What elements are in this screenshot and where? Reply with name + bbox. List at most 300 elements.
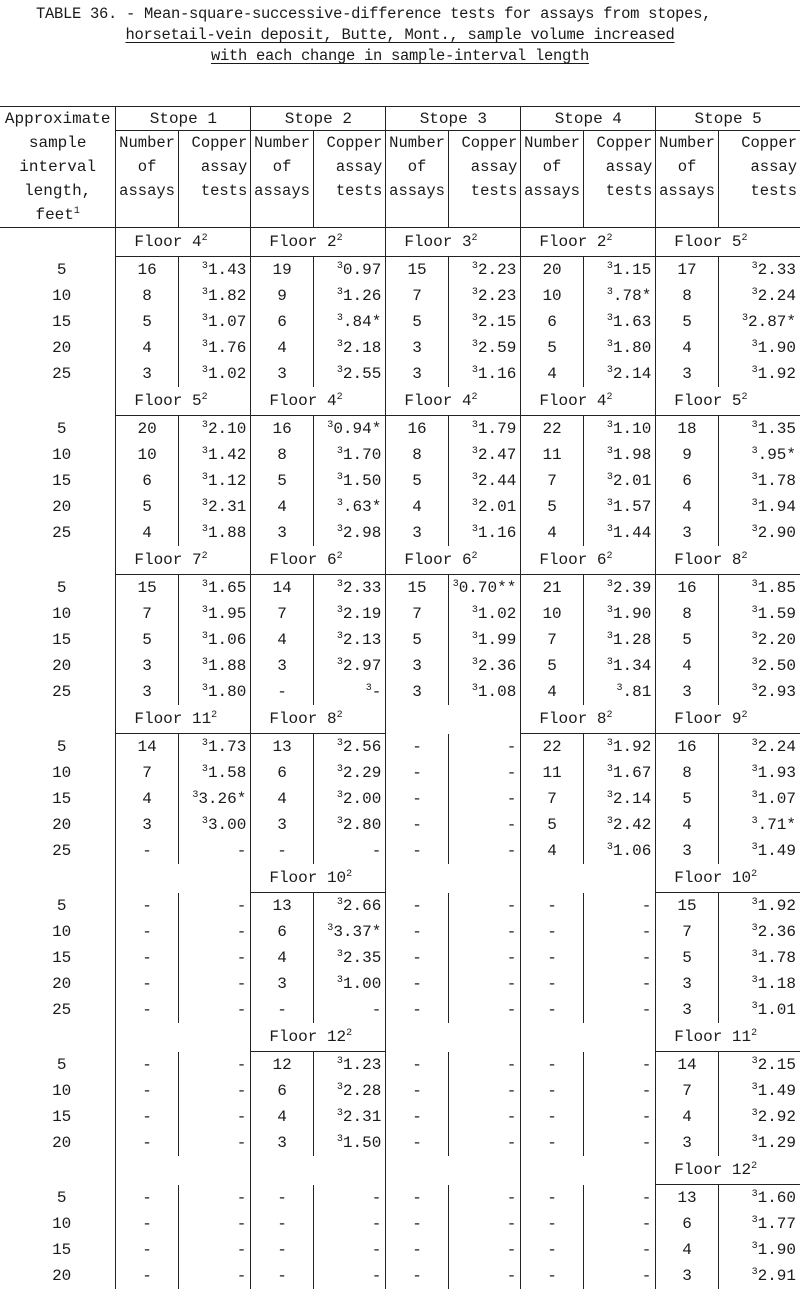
footnote-marker: 3 xyxy=(751,1001,758,1012)
number-of-assays-value: 4 xyxy=(251,494,313,520)
footnote-marker: 3 xyxy=(471,420,478,431)
copper-assay-value: $^3$2.87* xyxy=(718,309,800,335)
number-of-assays-value: - xyxy=(116,1263,178,1289)
copper-assay-value: - xyxy=(178,1211,251,1237)
stope-header: Stope 4 xyxy=(521,107,656,131)
floor-label: Floor $12^2$ xyxy=(251,1023,386,1052)
floor-label: Floor $10^2$ xyxy=(656,864,800,893)
footnote-marker: 3 xyxy=(327,923,334,934)
copper-assay-value: $^3$1.67 xyxy=(583,760,656,786)
interval-value: 25 xyxy=(0,520,116,546)
number-of-assays-value: 8 xyxy=(656,283,718,309)
footnote-marker: 3 xyxy=(751,657,758,668)
footnote-marker: 3 xyxy=(201,313,208,324)
number-of-assays-value: 5 xyxy=(386,309,448,335)
copper-assay-value: $^3$1.58 xyxy=(178,760,251,786)
copper-assay-value: $^3$.78* xyxy=(583,283,656,309)
footnote-marker: 3 xyxy=(471,365,478,376)
number-of-assays-value: 3 xyxy=(251,1130,313,1156)
floor-label: Floor $4^2$ xyxy=(386,387,521,416)
copper-assay-value: - xyxy=(583,919,656,945)
table-row xyxy=(0,1185,800,1212)
floor-label-row xyxy=(0,1156,800,1185)
number-of-assays-value: 7 xyxy=(656,1078,718,1104)
number-of-assays-value: 10 xyxy=(521,601,583,627)
interval-cell xyxy=(0,228,116,257)
copper-assay-value: - xyxy=(448,1104,521,1130)
footnote-marker: 3 xyxy=(751,446,758,457)
number-of-assays-value: 10 xyxy=(521,283,583,309)
number-of-assays-value: 5 xyxy=(656,786,718,812)
footnote-marker: 3 xyxy=(201,287,208,298)
number-of-assays-value: 6 xyxy=(251,760,313,786)
number-of-assays-value: 4 xyxy=(251,786,313,812)
number-of-assays-value: 7 xyxy=(521,627,583,653)
interval-value: 20 xyxy=(0,335,116,361)
copper-assay-value: $^3$2.31 xyxy=(178,494,251,520)
interval-value: 15 xyxy=(0,468,116,494)
copper-assay-value: $^3$1.65 xyxy=(178,575,251,602)
footnote-marker: 3 xyxy=(201,472,208,483)
table-row xyxy=(0,971,800,997)
number-of-assays-value: 3 xyxy=(386,361,448,387)
copper-assay-value: $^3$1.77 xyxy=(718,1211,800,1237)
number-of-assays-value: 7 xyxy=(116,760,178,786)
copper-assay-value: $^3$1.90 xyxy=(583,601,656,627)
table-row xyxy=(0,1052,800,1079)
copper-assay-value: $^3$1.90 xyxy=(718,1237,800,1263)
copper-assay-value: $^3$2.90 xyxy=(718,520,800,546)
copper-assay-value: $^3$1.49 xyxy=(718,1078,800,1104)
copper-assay-value: $^3$1.43 xyxy=(178,257,251,284)
number-of-assays-value: - xyxy=(116,1052,178,1079)
copper-assay-value: - xyxy=(448,893,521,920)
number-of-assays-value: - xyxy=(521,1130,583,1156)
number-of-assays-value: 4 xyxy=(251,335,313,361)
number-of-assays-value: 4 xyxy=(251,1104,313,1130)
number-of-assays-value: 3 xyxy=(116,679,178,705)
number-of-assays-value: 6 xyxy=(251,1078,313,1104)
floor-label xyxy=(251,1156,386,1185)
table-row xyxy=(0,1263,800,1289)
number-of-assays-value: - xyxy=(116,997,178,1023)
footnote-marker: 3 xyxy=(616,683,623,694)
copper-assay-value: - xyxy=(448,838,521,864)
table-row xyxy=(0,653,800,679)
number-of-assays-value: 5 xyxy=(386,627,448,653)
floor-label: Floor $4^2$ xyxy=(521,387,656,416)
copper-assay-value: - xyxy=(178,1185,251,1212)
floor-label: Floor $8^2$ xyxy=(251,705,386,734)
footnote-marker: 3 xyxy=(336,1056,343,1067)
table-row xyxy=(0,760,800,786)
number-of-assays-value: 4 xyxy=(656,1237,718,1263)
copper-assay-value: $^3$2.47 xyxy=(448,442,521,468)
footnote-marker: 3 xyxy=(201,764,208,775)
number-of-assays-value: 3 xyxy=(251,653,313,679)
number-of-assays-value: 16 xyxy=(251,416,313,443)
number-of-assays-value: - xyxy=(386,919,448,945)
number-of-assays-value: 5 xyxy=(251,468,313,494)
copper-assay-value: $^3$2.13 xyxy=(313,627,386,653)
number-of-assays-value: 5 xyxy=(116,494,178,520)
footnote-marker: 2 xyxy=(471,551,478,562)
footnote-marker: 2 xyxy=(751,1028,758,1039)
table-row xyxy=(0,468,800,494)
copper-assay-value: - xyxy=(448,1211,521,1237)
copper-assay-value: - xyxy=(178,893,251,920)
footnote-marker: 3 xyxy=(751,472,758,483)
footnote-marker: 3 xyxy=(471,683,478,694)
copper-assay-value: $^3$1.80 xyxy=(583,335,656,361)
copper-assay-value: - xyxy=(583,1211,656,1237)
copper-assay-value: - xyxy=(583,893,656,920)
number-of-assays-value: - xyxy=(116,945,178,971)
footnote-marker: 2 xyxy=(336,233,343,244)
copper-assay-value: $^3$1.92 xyxy=(718,893,800,920)
footnote-marker: 3 xyxy=(606,790,613,801)
stope-header: Stope 5 xyxy=(656,107,800,131)
number-of-assays-value: 3 xyxy=(116,361,178,387)
interval-value: 5 xyxy=(0,734,116,761)
floor-label xyxy=(521,1156,656,1185)
copper-assay-value: $^3$1.73 xyxy=(178,734,251,761)
copper-assay-value: $^3$2.56 xyxy=(313,734,386,761)
table-row xyxy=(0,627,800,653)
footnote-marker: 3 xyxy=(471,446,478,457)
number-of-assays-value: - xyxy=(116,1104,178,1130)
number-of-assays-value: 4 xyxy=(656,1104,718,1130)
table-row xyxy=(0,1104,800,1130)
copper-assay-tests-header: Copper assay tests xyxy=(448,131,521,228)
number-of-assays-value: 7 xyxy=(521,786,583,812)
copper-assay-value: $^3$1.90 xyxy=(718,335,800,361)
footnote-marker: 3 xyxy=(471,313,478,324)
copper-assay-value: - xyxy=(583,1130,656,1156)
number-of-assays-value: - xyxy=(521,1185,583,1212)
copper-assay-value: $^3$1.29 xyxy=(718,1130,800,1156)
copper-assay-value: - xyxy=(178,997,251,1023)
number-of-assays-value: - xyxy=(386,1078,448,1104)
copper-assay-value: $^3$2.59 xyxy=(448,335,521,361)
copper-assay-value: $^3$2.28 xyxy=(313,1078,386,1104)
footnote-marker: 3 xyxy=(336,1082,343,1093)
floor-label: Floor $9^2$ xyxy=(656,705,800,734)
number-of-assays-value: 5 xyxy=(521,494,583,520)
floor-label-row xyxy=(0,228,800,257)
number-of-assays-value: 4 xyxy=(521,838,583,864)
copper-assay-value: - xyxy=(178,1130,251,1156)
copper-assay-value: $^3$1.80 xyxy=(178,679,251,705)
interval-value: 25 xyxy=(0,997,116,1023)
copper-assay-value: - xyxy=(313,1211,386,1237)
copper-assay-value: $^3$1.28 xyxy=(583,627,656,653)
copper-assay-value: - xyxy=(448,997,521,1023)
footnote-marker: 3 xyxy=(471,631,478,642)
copper-assay-value: $^3$0.94* xyxy=(313,416,386,443)
footnote-marker: 3 xyxy=(471,605,478,616)
copper-assay-value: $^3$2.31 xyxy=(313,1104,386,1130)
interval-cell xyxy=(0,864,116,893)
copper-assay-value: $^3$2.15 xyxy=(718,1052,800,1079)
number-of-assays-value: 3 xyxy=(656,679,718,705)
caption-line-3: with each change in sample-interval length xyxy=(210,47,590,65)
interval-value: 10 xyxy=(0,601,116,627)
number-of-assays-value: 15 xyxy=(386,575,448,602)
copper-assay-value: $^3$2.66 xyxy=(313,893,386,920)
floor-label: Floor $6^2$ xyxy=(386,546,521,575)
number-of-assays-value: - xyxy=(521,1052,583,1079)
number-of-assays-value: 5 xyxy=(656,309,718,335)
number-of-assays-value: - xyxy=(251,997,313,1023)
number-of-assays-value: - xyxy=(521,919,583,945)
number-of-assays-value: - xyxy=(251,1237,313,1263)
copper-assay-value: $^3$1.50 xyxy=(313,1130,386,1156)
footnote-marker: 3 xyxy=(471,339,478,350)
number-of-assays-value: - xyxy=(116,1237,178,1263)
footnote-marker: 3 xyxy=(336,339,343,350)
footnote-marker: 3 xyxy=(365,683,372,694)
copper-assay-value: $^3$1.93 xyxy=(718,760,800,786)
copper-assay-value: $^3$2.91 xyxy=(718,1263,800,1289)
footnote-marker: 2 xyxy=(741,710,748,721)
number-of-assays-value: 6 xyxy=(656,1211,718,1237)
number-of-assays-value: - xyxy=(521,1078,583,1104)
number-of-assays-value: - xyxy=(386,1104,448,1130)
footnote-marker: 2 xyxy=(346,869,353,880)
number-of-assays-value: - xyxy=(116,1078,178,1104)
footnote-marker: 3 xyxy=(606,261,613,272)
copper-assay-value: $^3$1.92 xyxy=(718,361,800,387)
copper-assay-value: - xyxy=(448,1078,521,1104)
copper-assay-value: - xyxy=(313,997,386,1023)
footnote-marker: 3 xyxy=(201,738,208,749)
table-caption xyxy=(0,4,800,67)
interval-value: 25 xyxy=(0,361,116,387)
number-of-assays-value: 5 xyxy=(521,812,583,838)
footnote-marker: 3 xyxy=(606,524,613,535)
number-of-assays-value: 14 xyxy=(116,734,178,761)
number-of-assays-value: - xyxy=(521,1211,583,1237)
footnote-marker: 3 xyxy=(201,657,208,668)
footnote-marker: 3 xyxy=(606,446,613,457)
number-of-assays-header: Number of assays xyxy=(656,131,718,228)
interval-cell xyxy=(0,546,116,575)
copper-assay-value: $^3$1.12 xyxy=(178,468,251,494)
number-of-assays-value: 4 xyxy=(116,520,178,546)
footnote-marker: 3 xyxy=(751,498,758,509)
number-of-assays-value: 22 xyxy=(521,416,583,443)
footnote-marker: 3 xyxy=(336,365,343,376)
interval-value: 5 xyxy=(0,416,116,443)
footnote-marker: 2 xyxy=(336,392,343,403)
footnote-marker: 3 xyxy=(201,420,208,431)
copper-assay-value: - xyxy=(448,919,521,945)
copper-assay-value: - xyxy=(448,812,521,838)
number-of-assays-value: 5 xyxy=(521,653,583,679)
footnote-marker: 3 xyxy=(606,657,613,668)
number-of-assays-value: - xyxy=(521,971,583,997)
footnote-marker: 3 xyxy=(751,1267,758,1278)
footnote-marker: 3 xyxy=(471,524,478,535)
table-row xyxy=(0,893,800,920)
interval-value: 5 xyxy=(0,893,116,920)
number-of-assays-value: - xyxy=(386,1130,448,1156)
table-row xyxy=(0,1237,800,1263)
number-of-assays-value: - xyxy=(386,1263,448,1289)
footnote-marker: 3 xyxy=(471,472,478,483)
number-of-assays-value: 3 xyxy=(386,679,448,705)
caption-line-1-text: Mean-square-successive-difference tests for assays from stopes, xyxy=(144,5,712,23)
number-of-assays-value: - xyxy=(521,893,583,920)
copper-assay-value: $^3$1.02 xyxy=(448,601,521,627)
header-row-stopes xyxy=(0,107,800,131)
copper-assay-value: - xyxy=(448,971,521,997)
copper-assay-value: $^3$2.80 xyxy=(313,812,386,838)
footnote-marker: 3 xyxy=(751,842,758,853)
number-of-assays-value: 3 xyxy=(656,997,718,1023)
footnote-marker: 3 xyxy=(751,1134,758,1145)
floor-label xyxy=(386,1023,521,1052)
floor-label: Floor $6^2$ xyxy=(251,546,386,575)
footnote-marker: 3 xyxy=(201,446,208,457)
copper-assay-value: $^3$2.93 xyxy=(718,679,800,705)
footnote-marker: 3 xyxy=(336,897,343,908)
number-of-assays-value: - xyxy=(116,1130,178,1156)
copper-assay-value: $^3$2.33 xyxy=(718,257,800,284)
copper-assay-tests-header: Copper assay tests xyxy=(583,131,656,228)
footnote-marker: 3 xyxy=(751,764,758,775)
number-of-assays-value: 5 xyxy=(656,945,718,971)
number-of-assays-value: - xyxy=(251,838,313,864)
number-of-assays-value: 4 xyxy=(116,786,178,812)
footnote-marker: 3 xyxy=(751,975,758,986)
footnote-marker: 3 xyxy=(201,605,208,616)
floor-label: Floor $11^2$ xyxy=(656,1023,800,1052)
footnote-marker: 2 xyxy=(741,392,748,403)
number-of-assays-value: 4 xyxy=(251,627,313,653)
footnote-marker: 3 xyxy=(606,842,613,853)
table-row xyxy=(0,361,800,387)
number-of-assays-value: 6 xyxy=(521,309,583,335)
copper-assay-value: $^3$1.26 xyxy=(313,283,386,309)
number-of-assays-value: - xyxy=(386,893,448,920)
copper-assay-tests-header: Copper assay tests xyxy=(178,131,251,228)
footnote-marker: 3 xyxy=(606,420,613,431)
interval-value: 20 xyxy=(0,1130,116,1156)
table-row xyxy=(0,416,800,443)
copper-assay-value: $^3$2.42 xyxy=(583,812,656,838)
number-of-assays-value: 7 xyxy=(386,283,448,309)
number-of-assays-value: - xyxy=(251,679,313,705)
number-of-assays-value: 4 xyxy=(251,945,313,971)
footnote-marker: 3 xyxy=(336,738,343,749)
interval-cell xyxy=(0,1156,116,1185)
floor-label: Floor $5^2$ xyxy=(116,387,251,416)
copper-assay-value: - xyxy=(583,1185,656,1212)
number-of-assays-value: - xyxy=(251,1185,313,1212)
copper-assay-tests-header: Copper assay tests xyxy=(313,131,386,228)
copper-assay-value: $^3$1.70 xyxy=(313,442,386,468)
floor-label xyxy=(116,1156,251,1185)
copper-assay-value: - xyxy=(313,1237,386,1263)
floor-label: Floor $8^2$ xyxy=(521,705,656,734)
footnote-marker: 3 xyxy=(751,1108,758,1119)
number-of-assays-value: 8 xyxy=(656,760,718,786)
copper-assay-value: $^3$1.59 xyxy=(718,601,800,627)
copper-assay-value: $^3$1.08 xyxy=(448,679,521,705)
copper-assay-value: $^3$.63* xyxy=(313,494,386,520)
footnote-marker: 3 xyxy=(336,816,343,827)
copper-assay-value: $^3$2.14 xyxy=(583,361,656,387)
copper-assay-value: - xyxy=(448,1130,521,1156)
footnote-marker: 3 xyxy=(452,579,459,590)
number-of-assays-value: 10 xyxy=(116,442,178,468)
table-row xyxy=(0,1130,800,1156)
number-of-assays-value: 8 xyxy=(386,442,448,468)
number-of-assays-value: 3 xyxy=(116,812,178,838)
copper-assay-value: $^3$2.36 xyxy=(448,653,521,679)
number-of-assays-value: 17 xyxy=(656,257,718,284)
footnote-marker: 3 xyxy=(751,1241,758,1252)
table-row xyxy=(0,945,800,971)
interval-value: 15 xyxy=(0,1104,116,1130)
footnote-marker: 3 xyxy=(336,764,343,775)
number-of-assays-value: 4 xyxy=(656,494,718,520)
data-table xyxy=(0,106,800,1289)
copper-assay-value: - xyxy=(448,945,521,971)
footnote-marker: 2 xyxy=(751,869,758,880)
number-of-assays-value: 3 xyxy=(386,653,448,679)
copper-assay-value: $^3$1.06 xyxy=(583,838,656,864)
number-of-assays-value: - xyxy=(521,1263,583,1289)
footnote-marker: 3 xyxy=(606,498,613,509)
number-of-assays-value: 6 xyxy=(251,919,313,945)
copper-assay-value: $^3$1.07 xyxy=(178,309,251,335)
table-body xyxy=(0,228,800,1290)
copper-assay-value: $^3$1.10 xyxy=(583,416,656,443)
footnote-marker: 3 xyxy=(741,313,748,324)
number-of-assays-value: 7 xyxy=(656,919,718,945)
interval-value: 5 xyxy=(0,575,116,602)
number-of-assays-value: - xyxy=(251,1263,313,1289)
copper-assay-value: $^3$1.23 xyxy=(313,1052,386,1079)
number-of-assays-value: 6 xyxy=(116,468,178,494)
number-of-assays-value: 12 xyxy=(251,1052,313,1079)
copper-assay-value: - xyxy=(448,734,521,761)
copper-assay-value: $^3$2.55 xyxy=(313,361,386,387)
number-of-assays-value: 15 xyxy=(116,575,178,602)
footnote-marker: 2 xyxy=(201,233,208,244)
floor-label xyxy=(116,1023,251,1052)
header-row-columns xyxy=(0,131,800,228)
number-of-assays-value: - xyxy=(251,1211,313,1237)
number-of-assays-value: 8 xyxy=(116,283,178,309)
number-of-assays-value: 15 xyxy=(386,257,448,284)
floor-label: Floor $10^2$ xyxy=(251,864,386,893)
footnote-marker: 3 xyxy=(327,420,334,431)
table-row xyxy=(0,442,800,468)
copper-assay-value: - xyxy=(448,786,521,812)
number-of-assays-value: 4 xyxy=(521,361,583,387)
footnote-marker: 2 xyxy=(606,392,613,403)
interval-value: 5 xyxy=(0,1185,116,1212)
floor-label-row xyxy=(0,387,800,416)
copper-assay-value: $^3$1.92 xyxy=(583,734,656,761)
footnote-marker: 3 xyxy=(606,738,613,749)
copper-assay-value: $^3$1.78 xyxy=(718,945,800,971)
floor-label-row xyxy=(0,1023,800,1052)
